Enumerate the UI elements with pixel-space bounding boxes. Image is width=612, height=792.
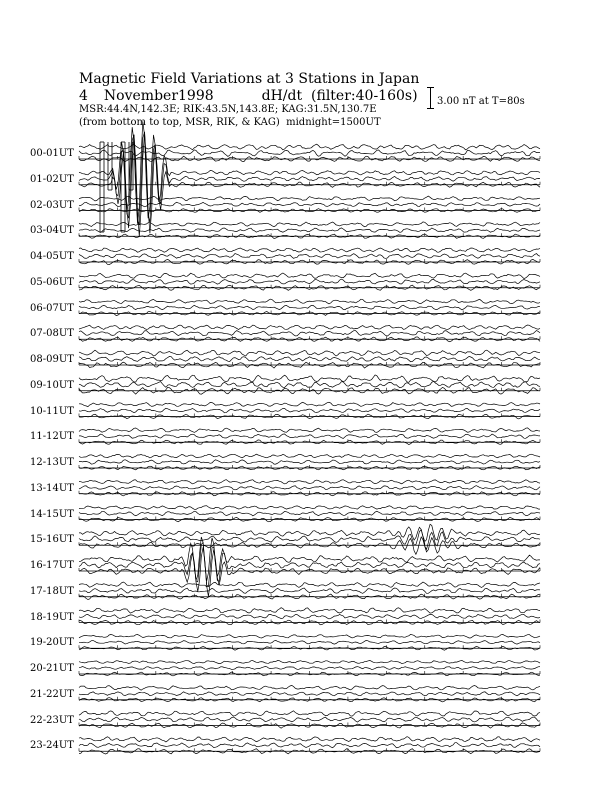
trace-kag bbox=[79, 350, 540, 356]
trace-rik bbox=[79, 381, 540, 387]
stations-label: MSR:44.4N,142.3E; RIK:43.5N,143.8E; KAG:31.5N,130.7E bbox=[79, 104, 377, 115]
hour-label: 02-03UT bbox=[30, 199, 74, 211]
quantity-label: dH/dt bbox=[261, 88, 303, 104]
trace-kag bbox=[79, 737, 540, 742]
trace-kag bbox=[79, 711, 540, 716]
hour-label: 05-06UT bbox=[30, 276, 74, 288]
trace-rik bbox=[79, 460, 540, 464]
trace-rik bbox=[79, 356, 540, 361]
trace-kag bbox=[79, 325, 540, 330]
hour-label: 18-19UT bbox=[30, 611, 74, 623]
trace-rik bbox=[79, 408, 540, 413]
trace-rik bbox=[79, 717, 540, 722]
trace-rik bbox=[79, 511, 540, 516]
trace-rik bbox=[79, 614, 540, 619]
trace-kag bbox=[79, 144, 540, 150]
trace-msr bbox=[79, 547, 540, 596]
trace-rik bbox=[79, 588, 540, 593]
hour-label: 13-14UT bbox=[30, 482, 74, 494]
trace-kag bbox=[79, 506, 540, 510]
trace-rik bbox=[79, 279, 540, 284]
hour-label: 11-12UT bbox=[30, 431, 74, 443]
hour-label: 10-11UT bbox=[30, 405, 74, 417]
hour-label: 20-21UT bbox=[30, 663, 74, 674]
hour-label: 15-16UT bbox=[30, 534, 74, 546]
trace-kag bbox=[79, 454, 540, 458]
month-year-label: November1998 bbox=[103, 88, 214, 104]
day-label: 4 bbox=[79, 88, 88, 104]
trace-rik bbox=[79, 667, 540, 670]
trace-kag bbox=[79, 685, 540, 690]
hour-label: 03-04UT bbox=[30, 225, 74, 237]
order-note: (from bottom to top, MSR, RIK, & KAG) bbox=[79, 117, 280, 128]
hour-label: 17-18UT bbox=[30, 585, 74, 597]
trace-rik bbox=[79, 542, 540, 586]
trace-rik bbox=[79, 150, 540, 157]
hour-label: 22-23UT bbox=[30, 714, 74, 726]
trace-rik bbox=[79, 640, 540, 644]
trace-rik bbox=[79, 434, 540, 439]
trace-kag bbox=[79, 608, 540, 613]
hour-label: 01-02UT bbox=[30, 173, 74, 185]
trace-kag bbox=[79, 402, 540, 406]
trace-rik bbox=[79, 692, 540, 696]
hour-label: 08-09UT bbox=[30, 354, 74, 365]
trace-kag bbox=[79, 428, 540, 433]
hour-label: 07-08UT bbox=[30, 328, 74, 340]
trace-rik bbox=[79, 331, 540, 337]
scale-label: 3.00 nT at T=80s bbox=[437, 96, 525, 107]
midnight-label: midnight=1500UT bbox=[286, 117, 381, 128]
trace-kag bbox=[79, 375, 540, 383]
trace-kag bbox=[79, 582, 540, 588]
hour-label: 04-05UT bbox=[30, 251, 74, 262]
hour-label: 14-15UT bbox=[30, 508, 74, 520]
hour-label: 00-01UT bbox=[30, 148, 74, 159]
trace-kag bbox=[79, 480, 540, 484]
trace-kag bbox=[79, 299, 540, 304]
trace-rik bbox=[79, 228, 540, 233]
hour-label: 21-22UT bbox=[30, 688, 74, 700]
trace-kag bbox=[79, 273, 540, 279]
hour-label: 19-20UT bbox=[30, 637, 74, 649]
trace-rik bbox=[79, 486, 540, 490]
trace-rik bbox=[79, 305, 540, 310]
hour-label: 09-10UT bbox=[30, 379, 74, 391]
trace-rik bbox=[79, 254, 540, 259]
hour-label: 23-24UT bbox=[30, 740, 74, 752]
hour-label: 06-07UT bbox=[30, 302, 74, 314]
hour-label: 12-13UT bbox=[30, 457, 74, 468]
hour-label: 16-17UT bbox=[30, 560, 74, 571]
page-title: Magnetic Field Variations at 3 Stations in Japan bbox=[79, 71, 420, 87]
trace-kag bbox=[79, 248, 540, 252]
trace-rik bbox=[79, 743, 540, 748]
trace-kag bbox=[79, 660, 540, 663]
trace-kag bbox=[79, 222, 540, 227]
trace-kag bbox=[79, 634, 540, 638]
trace-kag bbox=[79, 196, 540, 201]
filter-label: (filter:40-160s) bbox=[311, 88, 418, 104]
